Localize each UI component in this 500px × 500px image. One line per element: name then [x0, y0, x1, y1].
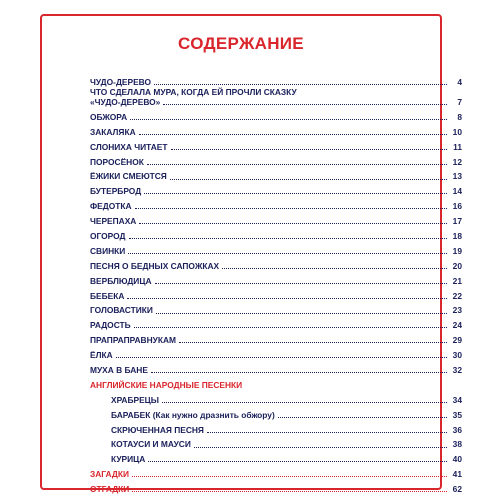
toc-entry-title: ЁЛКА: [90, 350, 113, 361]
toc-entry-title: ОТГАДКИ: [90, 484, 130, 495]
toc-entry-page: 24: [452, 320, 462, 331]
dot-leader: [156, 313, 447, 314]
dot-leader: [144, 193, 447, 194]
toc-entry-title: БАРАБЕК (Как нужно дразнить обжору): [111, 409, 275, 420]
toc-entry-page: 17: [452, 216, 462, 227]
toc-entry[interactable]: [90, 107, 462, 122]
toc-subentry[interactable]: [90, 390, 462, 405]
toc-entry[interactable]: [90, 330, 462, 345]
dot-leader: [139, 134, 447, 135]
toc-entry[interactable]: [90, 479, 462, 494]
dot-leader: [278, 417, 447, 418]
toc-entry-page: 21: [452, 275, 462, 286]
toc-entry-page: 4: [457, 76, 462, 87]
toc-section-heading[interactable]: [90, 375, 462, 390]
toc-entry-page: 8: [457, 111, 462, 122]
toc-entry-title: СЛОНИХА ЧИТАЕТ: [90, 141, 168, 152]
toc-entry-title: СВИНКИ: [90, 245, 126, 256]
toc-entry-title: ПЕСНЯ О БЕДНЫХ САПОЖКАХ: [90, 260, 220, 271]
toc-entry[interactable]: [90, 122, 462, 137]
toc-entry-page: 62: [452, 484, 462, 495]
dot-leader: [162, 402, 447, 403]
toc-entry-page: 32: [452, 365, 462, 375]
toc-entry-page: 19: [452, 245, 462, 256]
book-page: [40, 14, 462, 495]
dot-leader: [116, 357, 447, 358]
dot-leader: [207, 432, 447, 433]
toc-entry-page: 34: [452, 394, 462, 405]
dot-leader: [129, 238, 447, 239]
dot-leader: [163, 104, 447, 105]
dot-leader: [135, 208, 448, 209]
toc-entry[interactable]: [90, 301, 462, 316]
toc-subentry[interactable]: [90, 450, 462, 465]
toc-entry-page: 12: [452, 156, 462, 167]
toc-entry-title: МУХА В БАНЕ: [90, 365, 148, 375]
toc-entry-title-continued: «ЧУДО-ДЕРЕВО»: [90, 96, 161, 107]
toc-subentry[interactable]: [90, 435, 462, 450]
toc-entry-page: 40: [452, 454, 462, 465]
toc-entry-page: 11: [453, 141, 462, 152]
toc-entry-page: 38: [452, 439, 462, 450]
dot-leader: [127, 298, 447, 299]
dot-leader: [171, 149, 447, 150]
toc-entry[interactable]: [90, 360, 462, 375]
toc-entry[interactable]: [90, 72, 462, 87]
toc-entry-title: КУРИЦА: [111, 454, 146, 465]
toc-entry-title: ЁЖИКИ СМЕЮТСЯ: [90, 171, 167, 182]
toc-entry[interactable]: [90, 286, 462, 301]
toc-entry-title: ФЕДОТКА: [90, 201, 132, 212]
dot-leader: [134, 327, 447, 328]
dot-leader: [194, 447, 447, 448]
toc-entry-title: РАДОСТЬ: [90, 320, 131, 331]
toc-entry-title: ВЕРБЛЮДИЦА: [90, 275, 152, 286]
toc-section-title: АНГЛИЙСКИЕ НАРОДНЫЕ ПЕСЕНКИ: [90, 379, 243, 390]
toc-entry-page: 36: [452, 424, 462, 435]
dot-leader: [132, 491, 447, 492]
toc-entry[interactable]: [90, 226, 462, 241]
toc-entry-title: ПОРОСЁНОК: [90, 156, 144, 167]
toc-entry-title: ЧЕРЕПАХА: [90, 216, 137, 227]
toc-entry[interactable]: [90, 316, 462, 331]
dot-leader: [147, 164, 447, 165]
toc-entry-title: БУТЕРБРОД: [90, 186, 142, 197]
toc-entry-page: 29: [452, 335, 462, 346]
dot-leader: [154, 84, 447, 85]
dot-leader: [151, 372, 447, 373]
toc-entry-title: ОБЖОРА: [90, 111, 128, 122]
toc-entry-page: 30: [452, 350, 462, 361]
toc-entry-title: ПРАПРАПРАВНУКАМ: [90, 335, 176, 346]
toc-entry[interactable]: [90, 196, 462, 211]
toc-entry-title: КОТАУСИ И МАУСИ: [111, 439, 191, 450]
dot-leader: [130, 119, 447, 120]
toc-entry-title: ЗАГАДКИ: [90, 469, 129, 480]
dot-leader: [222, 268, 447, 269]
toc-entry[interactable]: [90, 152, 462, 167]
toc-entry-page: 16: [452, 201, 462, 212]
toc-entry-page: 23: [452, 305, 462, 316]
dot-leader: [132, 476, 447, 477]
dot-leader: [139, 223, 447, 224]
dot-leader: [179, 342, 447, 343]
toc-entry-page: 14: [452, 186, 462, 197]
toc-entry[interactable]: [90, 182, 462, 197]
toc-entry-title: СКРЮЧЕННАЯ ПЕСНЯ: [111, 424, 204, 435]
toc-entry-page: 35: [452, 409, 462, 420]
table-of-contents: [90, 72, 462, 494]
toc-entry-title: ХРАБРЕЦЫ: [111, 394, 159, 405]
dot-leader: [155, 283, 448, 284]
page-title: СОДЕРЖАНИЕ: [178, 34, 304, 53]
toc-entry[interactable]: [90, 241, 462, 256]
dot-leader: [148, 461, 447, 462]
toc-entry[interactable]: [90, 87, 462, 107]
toc-entry-page: 13: [452, 171, 462, 182]
toc-entry-title: БЕБЕКА: [90, 290, 125, 301]
toc-entry-page: 20: [452, 260, 462, 271]
toc-entry-title: ОГОРОД: [90, 230, 126, 241]
toc-entry[interactable]: [90, 137, 462, 152]
toc-subentry[interactable]: [90, 420, 462, 435]
toc-entry-page: 22: [452, 290, 462, 301]
toc-entry[interactable]: [90, 256, 462, 271]
toc-entry-title: ЗАКАЛЯКА: [90, 126, 136, 137]
toc-entry-page: 10: [452, 126, 462, 137]
toc-entry[interactable]: [90, 271, 462, 286]
toc-entry-page: 7: [457, 96, 462, 107]
toc-entry-title: ЧУДО-ДЕРЕВО: [90, 76, 152, 87]
dot-leader: [170, 179, 447, 180]
toc-entry-page: 41: [452, 469, 462, 480]
toc-entry[interactable]: [90, 167, 462, 182]
toc-subentry[interactable]: [90, 405, 462, 420]
dot-leader: [128, 253, 447, 254]
toc-entry[interactable]: [90, 464, 462, 479]
toc-entry-title: ГОЛОВАСТИКИ: [90, 305, 153, 316]
toc-entry-title: ЧТО СДЕЛАЛА МУРА, КОГДА ЕЙ ПРОЧЛИ СКАЗКУ: [90, 86, 297, 97]
toc-entry-page: 18: [452, 230, 462, 241]
toc-entry[interactable]: [90, 345, 462, 360]
toc-entry[interactable]: [90, 211, 462, 226]
